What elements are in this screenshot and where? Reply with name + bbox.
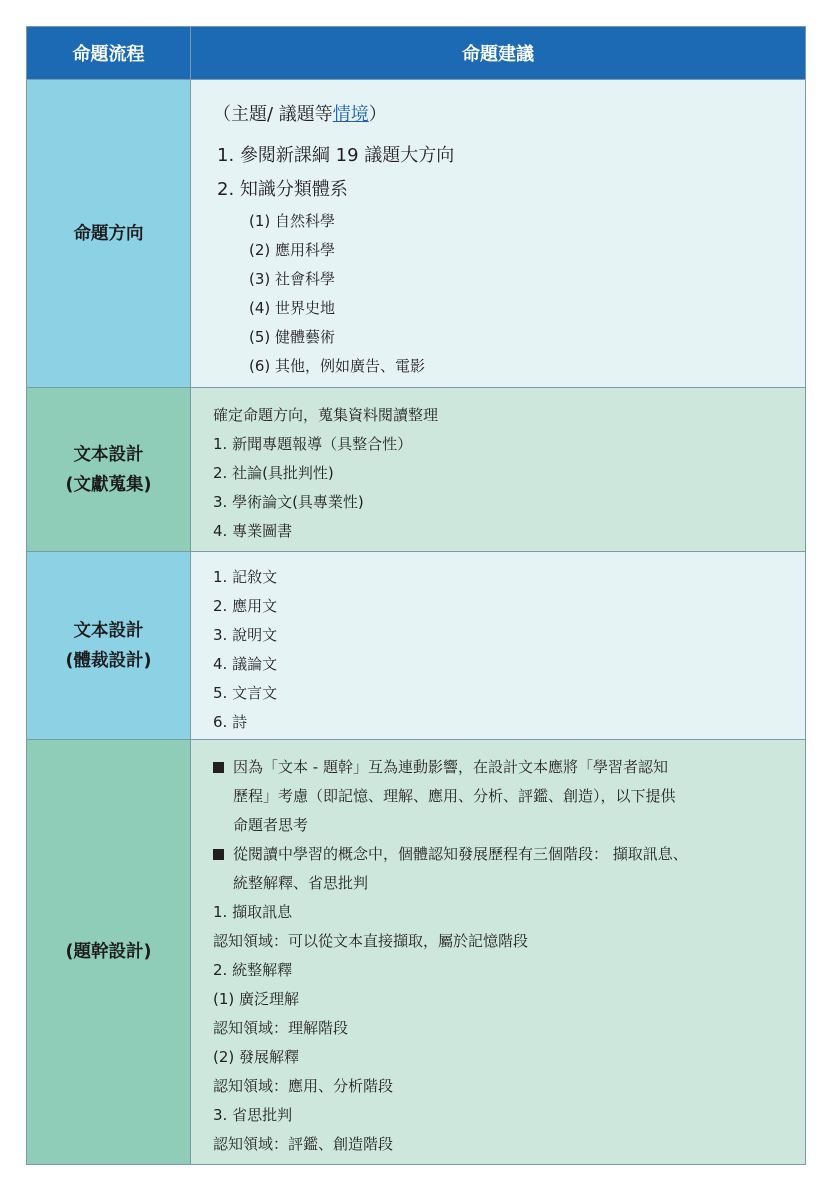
stem-line-6: (2) 發展解釋	[213, 1048, 300, 1066]
stem-line-2: 認知領域：可以從文本直接擷取，屬於記憶階段	[213, 932, 529, 950]
genre-line-2: 2. 應用文	[213, 596, 278, 615]
stem-line-4: (1) 廣泛理解	[213, 990, 300, 1008]
genre-line-6: 6. 詩	[213, 712, 248, 731]
row-direction-label: 命題方向	[27, 80, 191, 388]
header-process: 命題流程	[27, 27, 191, 80]
row-genre-content	[191, 552, 806, 740]
stem-line-1: 1. 擷取訊息	[213, 903, 293, 921]
direction-item-2: 2. 知識分類體系	[217, 178, 348, 200]
proposition-table	[26, 26, 806, 1165]
row-literature-content	[191, 388, 806, 552]
genre-line-1: 1. 記敘文	[213, 567, 278, 586]
stem-line-3: 2. 統整解釋	[213, 961, 293, 979]
direction-item-1: 1. 參閱新課綱 19 議題大方向	[217, 144, 455, 166]
literature-line-2: 1. 新聞專題報導（具整合性）	[213, 435, 413, 453]
direction-sub-2: (2) 應用科學	[249, 240, 336, 259]
direction-intro: （主題/ 議題等情境）	[213, 103, 387, 125]
direction-sub-4: (4) 世界史地	[249, 298, 336, 317]
row-literature	[27, 388, 806, 552]
square-bullet-icon	[213, 849, 224, 860]
stem-line-8: 3. 省思批判	[213, 1106, 293, 1124]
row-stem-content	[191, 740, 806, 1165]
row-genre	[27, 552, 806, 740]
literature-line-3: 2. 社論(具批判性)	[213, 464, 334, 482]
literature-line-5: 4. 專業圖書	[213, 522, 293, 540]
row-genre-label: 文本設計 (體裁設計)	[27, 552, 191, 740]
stem-line-9: 認知領域：評鑑、創造階段	[213, 1135, 394, 1153]
context-link[interactable]: 情境	[332, 103, 369, 125]
stem-bullet-2: 從閱讀中學習的概念中，個體認知發展歷程有三個階段： 擷取訊息、 統整解釋、省思批判	[213, 840, 793, 898]
stem-line-5: 認知領域：理解階段	[213, 1019, 349, 1037]
direction-sub-1: (1) 自然科學	[249, 211, 336, 230]
literature-line-4: 3. 學術論文(具專業性)	[213, 493, 364, 511]
stem-bullet-1: 因為「文本 - 題幹」互為連動影響，在設計文本應將「學習者認知 歷程」考慮（即記憶、理解、應用、分析、評鑑、創造），以下提供 命題者思考	[213, 753, 793, 840]
genre-line-5: 5. 文言文	[213, 683, 278, 702]
row-direction	[27, 80, 806, 388]
header-suggestion: 命題建議	[191, 27, 806, 80]
direction-sub-6: (6) 其他，例如廣告、電影	[249, 356, 426, 375]
square-bullet-icon	[213, 762, 224, 773]
row-stem-label: (題幹設計)	[27, 740, 191, 1165]
row-stem	[27, 740, 806, 1165]
row-literature-label: 文本設計 (文獻蒐集)	[27, 388, 191, 552]
direction-sub-3: (3) 社會科學	[249, 269, 336, 288]
header-row	[27, 27, 806, 80]
genre-line-4: 4. 議論文	[213, 654, 278, 673]
row-direction-content	[191, 80, 806, 388]
genre-line-3: 3. 說明文	[213, 625, 278, 644]
stem-line-7: 認知領域：應用、分析階段	[213, 1077, 394, 1095]
direction-sub-5: (5) 健體藝術	[249, 327, 336, 346]
literature-line-1: 確定命題方向，蒐集資料閱讀整理	[213, 406, 439, 424]
